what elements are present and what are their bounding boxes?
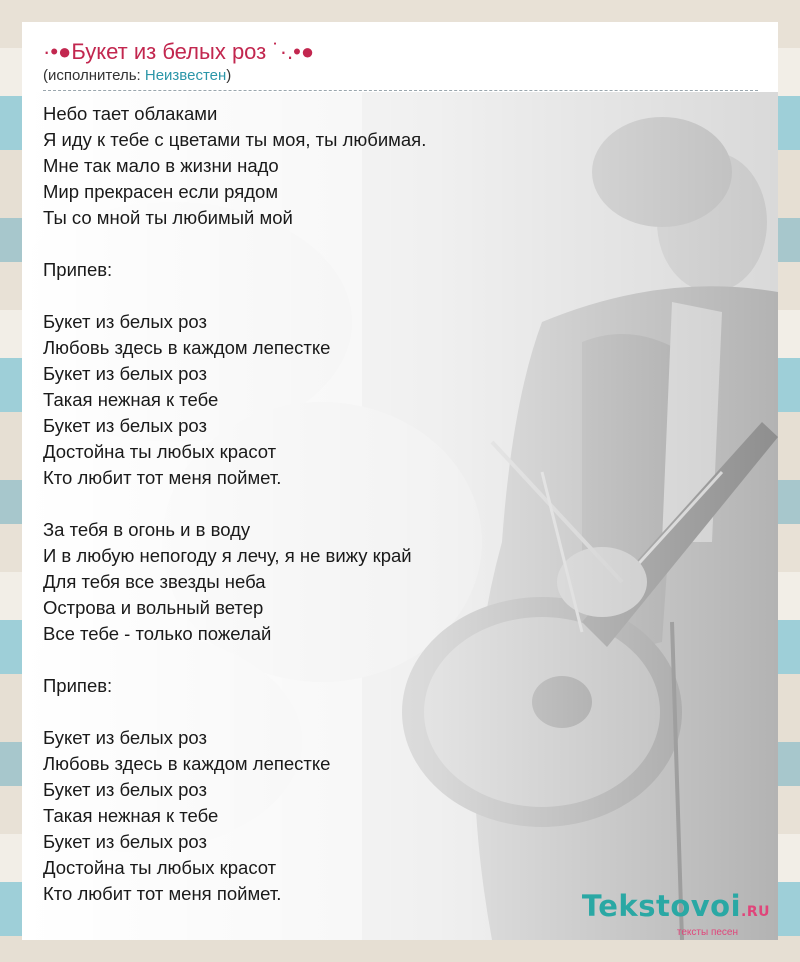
lyrics-card [22,22,778,940]
lyric-line: Букет из белых роз [43,311,207,332]
lyric-line: Букет из белых роз [43,727,207,748]
lyric-line: Припев: [43,259,113,280]
artist-suffix: ) [226,67,232,84]
lyric-line: Кто любит тот меня поймет. [43,883,282,904]
lyric-line: Букет из белых роз [43,779,207,800]
song-title: ·•●Букет из белых роз ˙·.•● [43,39,315,64]
lyric-line: Небо тает облаками [43,103,218,124]
lyric-line: Достойна ты любых красот [43,857,277,878]
logo-wordmark [560,890,770,928]
lyric-line: За тебя в огонь и в воду [43,519,251,540]
lyric-line: Мне так мало в жизни надо [43,155,279,176]
lyric-line: Достойна ты любых красот [43,441,277,462]
lyrics-text [43,101,758,907]
site-logo[interactable] [560,890,770,938]
lyric-line: И в любую непогоду я лечу, я не вижу край [43,545,412,566]
logo-tagline: тексты песен [676,927,738,938]
lyrics-content [22,22,778,907]
logo-word: Tekstovoi [581,889,742,923]
lyric-line [43,647,758,673]
lyric-line [43,231,758,257]
artist-link[interactable]: Неизвестен [144,67,227,84]
lyric-line [43,283,758,309]
lyric-line: Любовь здесь в каждом лепестке [43,753,331,774]
lyric-line: Для тебя все звезды неба [43,571,266,592]
lyric-line: Кто любит тот меня поймет. [43,467,282,488]
lyric-line: Любовь здесь в каждом лепестке [43,337,331,358]
lyric-line [43,491,758,517]
lyric-line: Ты со мной ты любимый мой [43,207,293,228]
lyric-line: Букет из белых роз [43,831,207,852]
lyric-line: Такая нежная к тебе [43,805,219,826]
lyric-line: Букет из белых роз [43,415,207,436]
lyric-line: Я иду к тебе с цветами ты моя, ты любимая. [43,129,427,150]
lyric-line: Букет из белых роз [43,363,207,384]
lyric-line: Острова и вольный ветер [43,597,264,618]
lyric-line: Все тебе - только пожелай [43,623,272,644]
lyric-line: Такая нежная к тебе [43,389,219,410]
artist-prefix: (исполнитель: [43,67,145,84]
lyric-line: Припев: [43,675,113,696]
artist-line [43,66,758,91]
lyric-line [43,699,758,725]
logo-domain: .RU [741,904,770,920]
lyric-line: Мир прекрасен если рядом [43,181,279,202]
